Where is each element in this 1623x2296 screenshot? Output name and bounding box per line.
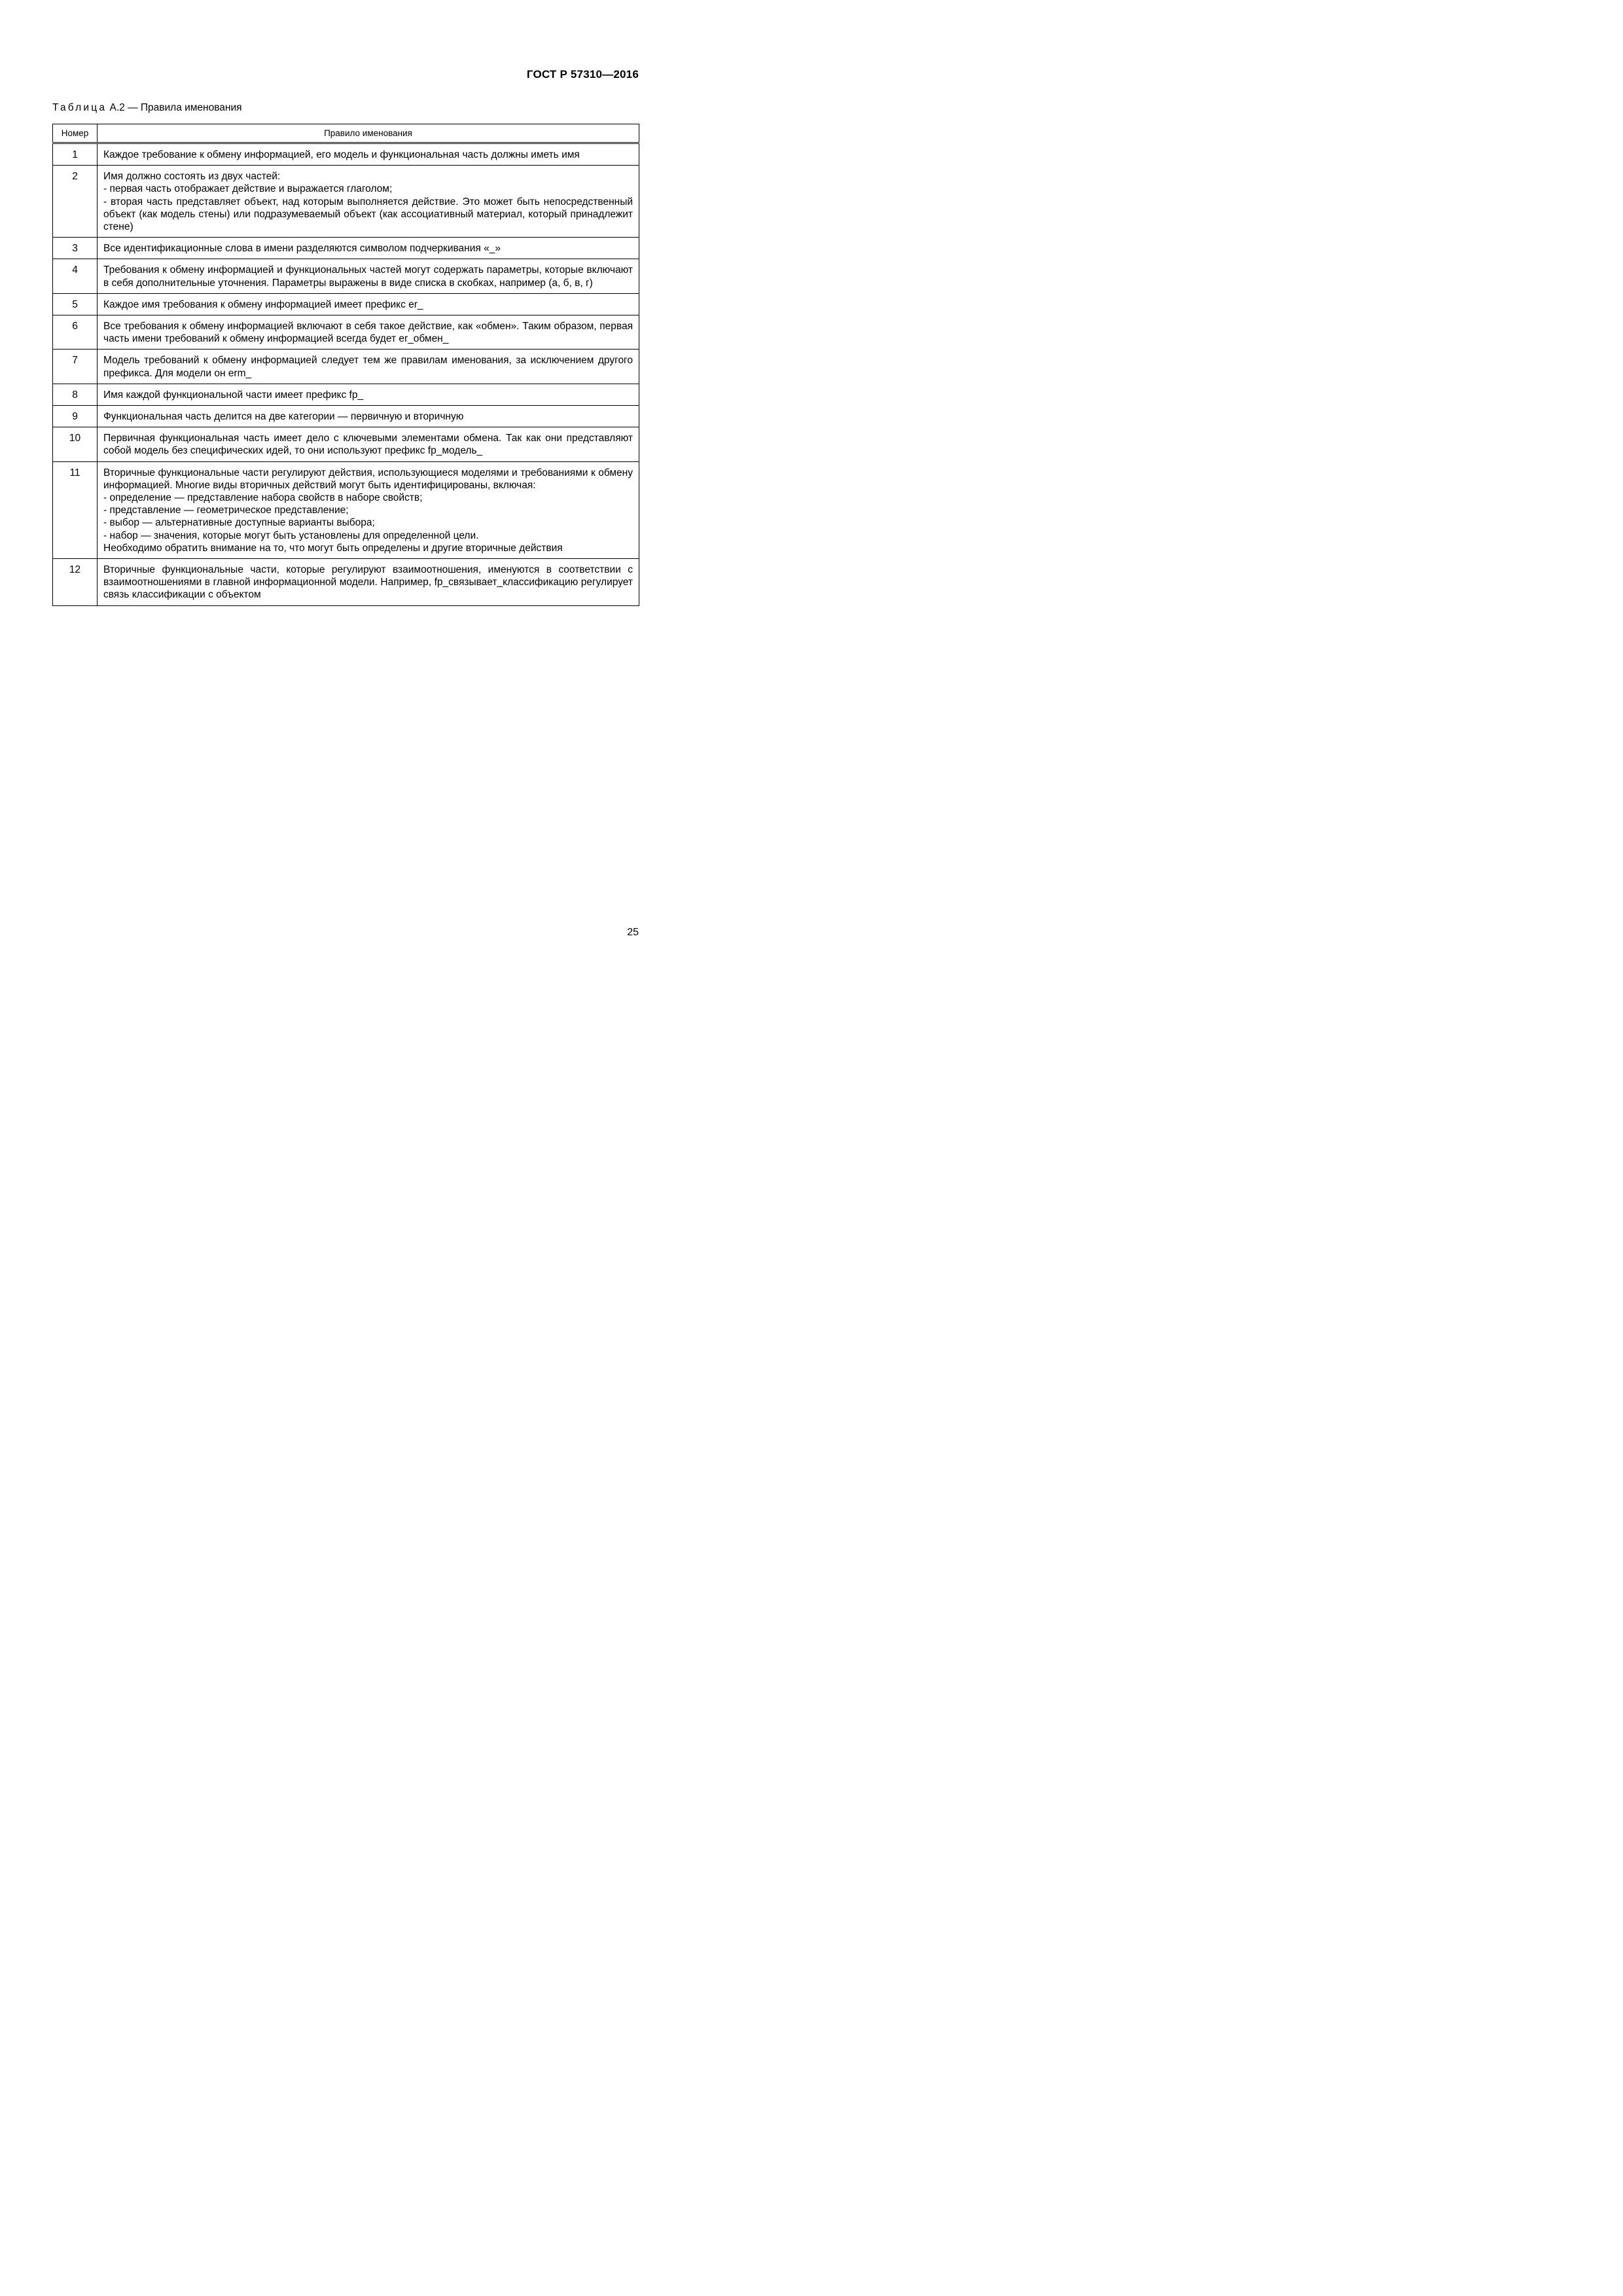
table-row — [53, 427, 639, 461]
table-row — [53, 559, 639, 606]
rule-number: 7 — [53, 350, 98, 384]
rule-number: 6 — [53, 315, 98, 350]
rule-text — [98, 427, 639, 461]
rule-line: - вторая часть представляет объект, над которым выполняется действие. Это может быть непосредственный объект (как модель стены) или подразумеваемый объект (как ассоциативный материал, который принадлежит стене) — [103, 196, 633, 233]
page-number: 25 — [627, 927, 639, 938]
column-header-number: Номер — [53, 124, 98, 143]
rule-line: Первичная функциональная часть имеет дело с ключевыми элементами обмена. Так как они представляют собой модель без специфических идей, то они используют префикс fp_модель_ — [103, 433, 633, 457]
rule-text — [98, 238, 639, 259]
rule-line: Функциональная часть делится на две категории — первичную и вторичную — [103, 411, 464, 423]
rule-number: 3 — [53, 238, 98, 259]
rule-text — [98, 384, 639, 405]
rule-line: Вторичные функциональные части, которые регулируют взаимоотношения, именуются в соответствии с взаимоотношениями в главной информационной модели. Например, fp_связывает_классификацию регулирует связь классификации с объектом — [103, 564, 633, 601]
rule-text — [98, 559, 639, 606]
rule-line: Необходимо обратить внимание на то, что могут быть определены и другие вторичные действия — [103, 542, 563, 554]
table-row — [53, 315, 639, 350]
table-caption — [52, 102, 242, 114]
rule-line: Каждое требование к обмену информацией, его модель и функциональная часть должны иметь имя — [103, 149, 580, 160]
rule-line: Вторичные функциональные части регулируют действия, использующиеся моделями и требованиями к обмену информацией. Многие виды вторичных действий могут быть идентифицированы, включая: — [103, 467, 633, 491]
rule-text — [98, 406, 639, 427]
document-code: ГОСТ Р 57310—2016 — [526, 68, 639, 81]
table-header-row — [53, 124, 639, 143]
rule-line: Имя каждой функциональной части имеет префикс fp_ — [103, 389, 364, 401]
rule-line: Требования к обмену информацией и функциональных частей могут содержать параметры, которые включают в себя дополнительные уточнения. Параметры выражены в виде списка в скобках, например (а, б, в, г) — [103, 264, 633, 289]
rule-number: 12 — [53, 559, 98, 606]
rule-line: - определение — представление набора свойств в наборе свойств; — [103, 492, 423, 504]
rule-line: - выбор — альтернативные доступные варианты выбора; — [103, 517, 375, 529]
rule-number: 2 — [53, 166, 98, 238]
document-page — [0, 0, 720, 1020]
rule-line: Модель требований к обмену информацией следует тем же правилам именования, за исключением другого префикса. Для модели он erm_ — [103, 355, 633, 379]
table-row — [53, 166, 639, 238]
rule-line: - первая часть отображает действие и выражается глаголом; — [103, 183, 393, 195]
rule-number: 1 — [53, 143, 98, 166]
table-caption-prefix: Таблица — [52, 102, 107, 113]
rule-text — [98, 315, 639, 350]
rule-number: 11 — [53, 461, 98, 558]
rule-line: Все требования к обмену информацией включают в себя такое действие, как «обмен». Таким образом, первая часть имени требований к обмену информацией всегда будет er_обмен_ — [103, 321, 633, 345]
table-row — [53, 259, 639, 293]
column-header-rule: Правило именования — [98, 124, 639, 143]
rule-number: 4 — [53, 259, 98, 293]
rule-line: - представление — геометрическое представление; — [103, 505, 349, 516]
rule-number: 10 — [53, 427, 98, 461]
rule-number: 8 — [53, 384, 98, 405]
table-caption-text: А.2 — Правила именования — [109, 102, 242, 113]
rule-text — [98, 293, 639, 315]
rule-line: Имя должно состоять из двух частей: — [103, 171, 281, 183]
table-row — [53, 384, 639, 405]
table-body — [53, 143, 639, 606]
rule-line: Все идентификационные слова в имени разделяются символом подчеркивания «_» — [103, 243, 501, 255]
table-row — [53, 406, 639, 427]
rule-text — [98, 166, 639, 238]
rule-number: 9 — [53, 406, 98, 427]
rule-text — [98, 350, 639, 384]
naming-rules-table — [52, 124, 639, 606]
rule-number: 5 — [53, 293, 98, 315]
table-row — [53, 461, 639, 558]
table-row — [53, 293, 639, 315]
table-row — [53, 238, 639, 259]
table-row — [53, 143, 639, 166]
rule-text — [98, 259, 639, 293]
rule-line: - набор — значения, которые могут быть установлены для определенной цели. — [103, 529, 479, 541]
rule-text — [98, 143, 639, 166]
rule-text — [98, 461, 639, 558]
table-row — [53, 350, 639, 384]
rule-line: Каждое имя требования к обмену информацией имеет префикс er_ — [103, 298, 423, 310]
